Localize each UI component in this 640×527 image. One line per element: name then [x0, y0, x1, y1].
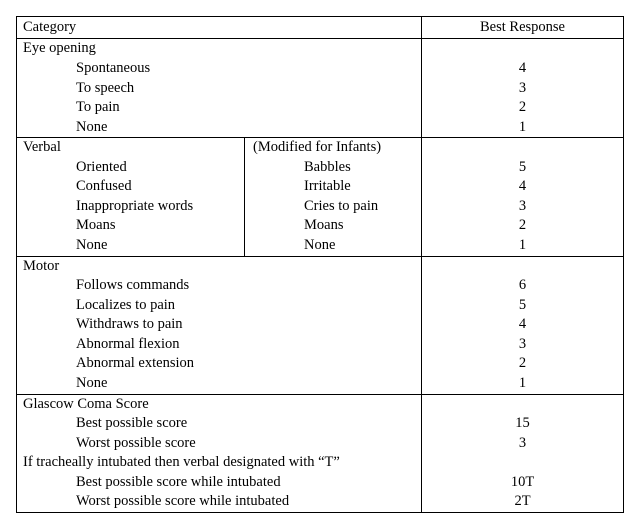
- eye-item-score: 2: [518, 99, 527, 115]
- gcs-worst-label: Worst possible score: [76, 435, 196, 451]
- verbal-infant-label: Moans: [304, 217, 344, 233]
- gcs-intubated-note: If tracheally intubated then verbal designated with “T”: [23, 454, 340, 470]
- eye-item-score: 1: [518, 119, 527, 135]
- eye-item-label: To speech: [76, 80, 135, 96]
- gcs-section-title: Glascow Coma Score: [23, 396, 149, 412]
- motor-item-score: 3: [518, 336, 527, 352]
- verbal-item-label: Moans: [76, 217, 116, 233]
- verbal-item-score: 4: [518, 178, 527, 194]
- glasgow-coma-table: [16, 16, 624, 513]
- header-best-response: Best Response: [480, 19, 565, 35]
- verbal-infant-label: Babbles: [304, 159, 351, 175]
- gcs-worst-score: 3: [518, 435, 527, 451]
- motor-item-score: 2: [518, 355, 527, 371]
- verbal-item-label: Inappropriate words: [76, 198, 194, 214]
- eye-item-score: 3: [518, 80, 527, 96]
- header-divider: [17, 38, 623, 39]
- eye-item-score: 4: [518, 60, 527, 76]
- motor-item-score: 1: [518, 375, 527, 391]
- verbal-infant-label: Cries to pain: [304, 198, 379, 214]
- eye-item-label: To pain: [76, 99, 120, 115]
- motor-item-score: 6: [518, 277, 527, 293]
- eye-section-title: Eye opening: [23, 40, 96, 56]
- verbal-infant-label: Irritable: [304, 178, 351, 194]
- verbal-divider: [17, 256, 623, 257]
- verbal-item-label: Confused: [76, 178, 132, 194]
- motor-item-label: None: [76, 375, 108, 391]
- gcs-best-score: 15: [515, 415, 530, 431]
- verbal-section-title: Verbal: [23, 139, 61, 155]
- eye-item-label: Spontaneous: [76, 60, 151, 76]
- motor-section-title: Motor: [23, 258, 60, 274]
- motor-item-label: Abnormal extension: [76, 355, 194, 371]
- motor-item-label: Withdraws to pain: [76, 316, 183, 332]
- eye-item-label: None: [76, 119, 108, 135]
- verbal-item-score: 5: [518, 159, 527, 175]
- motor-item-label: Localizes to pain: [76, 297, 176, 313]
- verbal-item-label: None: [76, 237, 108, 253]
- verbal-infant-title: (Modified for Infants): [253, 139, 382, 155]
- verbal-infant-divider: [244, 137, 245, 256]
- motor-item-label: Follows commands: [76, 277, 190, 293]
- gcs-worst-intubated-label: Worst possible score while intubated: [76, 493, 290, 509]
- gcs-best-intubated-score: 10T: [510, 474, 535, 490]
- motor-item-score: 5: [518, 297, 527, 313]
- gcs-best-label: Best possible score: [76, 415, 188, 431]
- gcs-worst-intubated-score: 2T: [514, 493, 531, 509]
- gcs-best-intubated-label: Best possible score while intubated: [76, 474, 281, 490]
- verbal-item-score: 2: [518, 217, 527, 233]
- verbal-item-score: 3: [518, 198, 527, 214]
- motor-item-label: Abnormal flexion: [76, 336, 180, 352]
- verbal-item-label: Oriented: [76, 159, 127, 175]
- motor-item-score: 4: [518, 316, 527, 332]
- verbal-item-score: 1: [518, 237, 527, 253]
- verbal-infant-label: None: [304, 237, 336, 253]
- header-category: Category: [23, 19, 77, 35]
